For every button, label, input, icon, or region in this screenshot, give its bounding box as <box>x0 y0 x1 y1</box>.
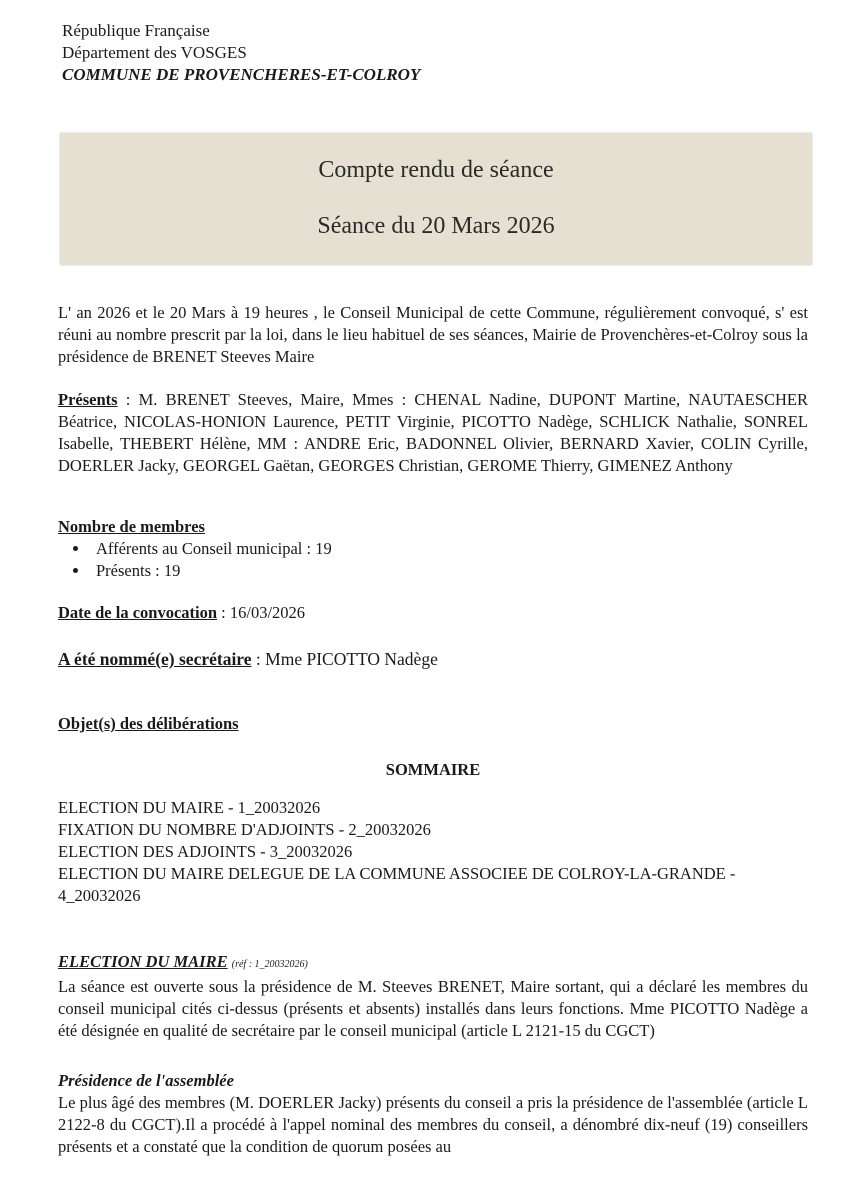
membres-section <box>58 516 808 582</box>
convocation-line <box>58 602 808 624</box>
document-title: Compte rendu de séance <box>318 157 554 183</box>
election-ref: (réf : 1_20032026) <box>231 959 308 970</box>
title-banner <box>60 133 812 265</box>
presidence-section <box>58 1070 808 1158</box>
election-text: La séance est ouverte sous la présidence de M. Steeves BRENET, Maire sortant, qui a déclaré les membres du conseil municipal cités ci-dessus (présents et absents) installés dans leurs fonctions. Mme PICOTTO Nadège a été désignée en qualité de secrétaire par le conseil municipal (article L 2121-15 du CGCT) <box>58 977 808 1040</box>
convocation-label: Date de la convocation <box>58 603 218 622</box>
presents-paragraph <box>58 389 808 477</box>
header-commune: COMMUNE DE PROVENCHERES-ET-COLROY <box>62 65 421 84</box>
presents-label: Présents <box>58 390 118 409</box>
membres-afferents: • Afférents au Conseil municipal : 19 <box>90 538 808 560</box>
election-section <box>58 951 808 1042</box>
header-republique: République Française <box>62 21 210 40</box>
secretaire-line <box>58 648 808 670</box>
session-date: Séance du 20 Mars 2026 <box>317 213 555 239</box>
presidence-text: Le plus âgé des membres (M. DOERLER Jacky) présents du conseil a pris la présidence de l'assemblée (article L 2122-8 du CGCT).Il a procédé à l'appel nominal des membres du conseil, a dénombré dix-neuf (19) conseillers présents et a constaté que la condition de quorum posées au <box>58 1093 808 1156</box>
objets-heading <box>58 713 808 735</box>
presidence-title: Présidence de l'assemblée <box>58 1071 234 1090</box>
secretaire-label: A été nommé(e) secrétaire <box>58 649 252 669</box>
membres-presents: • Présents : 19 <box>90 560 808 582</box>
sommaire-list <box>58 797 808 907</box>
membres-label: Nombre de membres <box>58 517 205 536</box>
header-departement: Département des VOSGES <box>62 43 247 62</box>
sommaire-item: ELECTION DES ADJOINTS - 3_20032026 <box>58 842 353 861</box>
objets-label: Objet(s) des délibérations <box>58 714 239 733</box>
election-title: ELECTION DU MAIRE <box>58 952 228 971</box>
sommaire-item: ELECTION DU MAIRE - 1_20032026 <box>58 798 321 817</box>
sommaire-title: SOMMAIRE <box>385 760 481 779</box>
intro-paragraph: L' an 2026 et le 20 Mars à 19 heures , le Conseil Municipal de cette Commune, régulièrement convoqué, s' est réuni au nombre prescrit par la loi, dans le lieu habituel de ses séances, Mairie de Provenchères-et-Colroy sous la présidence de BRENET Steeves Maire <box>58 303 808 366</box>
sommaire-item: ELECTION DU MAIRE DELEGUE DE LA COMMUNE ASSOCIEE DE COLROY-LA-GRANDE - 4_20032026 <box>58 864 736 905</box>
secretaire-name: : Mme PICOTTO Nadège <box>251 649 438 669</box>
presents-list: : M. BRENET Steeves, Maire, Mmes : CHENAL Nadine, DUPONT Martine, NAUTAESCHER Béatrice, NICOLAS-HONION Laurence, PETIT Virginie, PICOTTO Nadège, SCHLICK Nathalie, SONREL Isabelle, THEBERT Hélène, MM : ANDRE Eric, BADONNEL Olivier, BERNARD Xavier, COLIN Cyrille, DOERLER Jacky, GEORGEL Gaëtan, GEORGES Christian, GEROME Thierry, GIMENEZ Anthony <box>58 390 808 475</box>
document-header <box>62 20 420 86</box>
convocation-date: : 16/03/2026 <box>217 603 306 622</box>
sommaire-item: FIXATION DU NOMBRE D'ADJOINTS - 2_20032026 <box>58 820 431 839</box>
